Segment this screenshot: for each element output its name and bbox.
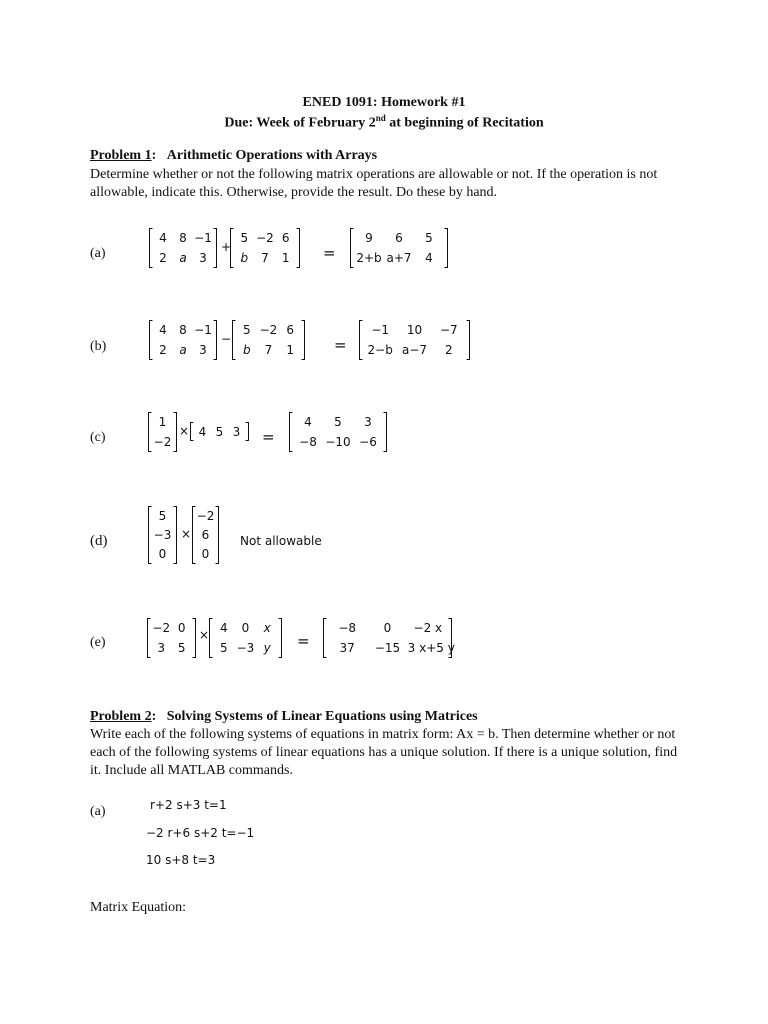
problem-2-part-a-label: (a) — [90, 804, 106, 819]
part-b-matrix-left-cell: −1 — [194, 323, 212, 337]
part-d-times-operator: × — [181, 527, 192, 541]
problem-1-instructions: Determine whether or not the following matrix operations are allowable or not. If the operation is not allowable, indicate this. Otherwise, provide the result. Do these by hand. — [90, 167, 658, 200]
part-c-row-vector-cell: 3 — [232, 424, 241, 439]
part-e-matrix-left-cell: −2 — [152, 621, 171, 635]
part-d-column-vector-left — [147, 506, 178, 564]
problem-2-colon: : — [151, 709, 157, 724]
equation-3-text: 10 s+8 t=3 — [146, 853, 216, 867]
part-a-matrix-right-cell: 7 — [261, 251, 269, 265]
part-b-matrix-left-cell: 4 — [159, 323, 167, 337]
matrix-equation-label: Matrix Equation: — [90, 900, 187, 915]
part-a-result-matrix-cell: 5 — [425, 231, 433, 245]
part-c-row-vector-cell: 5 — [215, 424, 224, 439]
part-a-matrix-left-cell: a — [179, 251, 187, 265]
part-e-matrix-right-cell: 5 — [220, 641, 228, 655]
problem-2-label: Problem 2 — [90, 709, 152, 724]
part-a-result-matrix-right-bracket — [445, 229, 448, 268]
part-a-matrix-right-cell: 6 — [281, 231, 290, 245]
part-a-matrix-right-cell: −2 — [256, 231, 274, 245]
part-e-label: (e) — [90, 635, 106, 650]
part-e-result-matrix-cell: 3 x+5 y — [407, 641, 455, 655]
part-a-result-matrix-cell: 2+b — [356, 251, 382, 265]
part-d-column-vector-left-cell: 5 — [158, 508, 167, 523]
part-b-matrix-left-cell: 2 — [159, 343, 167, 357]
problem-2-title: Solving Systems of Linear Equations using Matrices — [166, 709, 478, 724]
equation-1 — [150, 798, 227, 812]
part-e-matrix-left-cell: 5 — [177, 641, 186, 655]
part-b-matrix-left-cell: 8 — [179, 323, 187, 337]
part-b-result-matrix-right-bracket — [467, 321, 470, 360]
part-a-matrix-left-cell: 2 — [159, 251, 167, 265]
part-b-result-matrix-cell: 10 — [406, 323, 423, 337]
part-e-result-matrix-cell: 37 — [339, 641, 355, 655]
part-c-row-vector-right-bracket — [246, 423, 249, 441]
problem-1-label: Problem 1 — [90, 148, 152, 163]
problem-1-colon: : — [151, 148, 157, 163]
part-c-result-matrix-cell: −6 — [359, 435, 377, 449]
part-c-result-matrix-cell: 3 — [364, 415, 372, 429]
part-d-label: (d) — [90, 533, 108, 549]
part-c-column-vector-cell: 1 — [158, 415, 167, 429]
part-d-column-vector-right-cell: 6 — [201, 528, 210, 542]
part-b-matrix-left-right-bracket — [214, 321, 217, 360]
part-a-matrix-right-cell: 5 — [240, 231, 249, 245]
due-date-ordinal: nd — [375, 113, 386, 123]
part-c-equals: = — [262, 428, 275, 446]
part-b-matrix-left-cell: 3 — [199, 343, 207, 357]
part-e-result-matrix-cell: −8 — [338, 621, 357, 635]
part-e-matrix-right — [208, 618, 283, 658]
part-e-result-matrix-cell: 0 — [383, 621, 392, 635]
part-c-result-matrix-cell: 5 — [334, 415, 342, 429]
problem-2-heading — [90, 709, 478, 725]
part-b-equals: = — [334, 336, 347, 354]
part-d-column-vector-left-cell: 0 — [158, 547, 167, 562]
part-e-matrix-right-cell: −3 — [236, 641, 255, 655]
part-a-matrix-left-cell: 8 — [179, 231, 187, 245]
part-a-matrix-left-cell: 3 — [199, 251, 207, 265]
part-c-label: (c) — [90, 430, 106, 445]
due-date-text: Due: Week of February 2 — [224, 115, 376, 131]
part-b-result-matrix-cell: 2−b — [367, 343, 393, 357]
problem-1-heading — [90, 148, 377, 164]
part-c-column-vector — [147, 412, 178, 452]
part-a-matrix-left — [148, 228, 218, 268]
part-e-times-operator: × — [199, 628, 210, 642]
problem-2-instructions: Write each of the following systems of equations in matrix form: Ax = b. Then determine whether or not each of the following systems of linear equations has a unique solution. If there is a unique solution, find it. Include all MATLAB commands. — [90, 727, 678, 778]
part-e-result-matrix — [322, 618, 453, 658]
part-c-row-vector-cell: 4 — [198, 424, 207, 439]
part-d-column-vector-right-right-bracket — [216, 507, 219, 564]
part-b-matrix-left — [148, 320, 218, 360]
part-e-equals: = — [297, 632, 310, 650]
problem-1-title: Arithmetic Operations with Arrays — [166, 148, 378, 163]
part-a-matrix-left-cell: −1 — [194, 231, 212, 245]
part-d-column-vector-left-right-bracket — [174, 507, 177, 564]
part-b-matrix-right-cell: 6 — [286, 323, 294, 337]
part-e-result-matrix-cell: −15 — [374, 641, 401, 655]
part-b-matrix-right-cell: b — [243, 343, 251, 357]
part-b-matrix-right-cell: 7 — [264, 343, 273, 357]
part-c-result-matrix-cell: 4 — [304, 415, 312, 429]
due-date-line — [0, 113, 768, 132]
part-b-matrix-right-cell: 1 — [286, 343, 294, 357]
part-b-label: (b) — [90, 339, 107, 354]
part-a-matrix-right-right-bracket — [297, 229, 300, 268]
part-e-result-matrix-cell: −2 x — [413, 621, 443, 635]
equation-2 — [146, 826, 254, 840]
part-d-column-vector-left-cell: −3 — [153, 528, 172, 542]
part-b-matrix-right — [231, 320, 306, 360]
part-e-matrix-right-cell: 0 — [241, 621, 250, 635]
part-b-matrix-right-right-bracket — [302, 321, 305, 360]
part-b-result-matrix-cell: −7 — [439, 323, 458, 337]
part-c-column-vector-cell: −2 — [153, 435, 172, 449]
part-e-matrix-left-right-bracket — [193, 619, 196, 658]
due-date-suffix: at beginning of Recitation — [385, 115, 544, 131]
part-a-matrix-left-right-bracket — [214, 229, 217, 268]
part-e-matrix-right-cell: 4 — [220, 621, 228, 635]
part-b-minus-operator: − — [221, 332, 232, 346]
part-d-not-allowable: Not allowable — [240, 534, 322, 548]
part-e-matrix-left-cell: 3 — [157, 641, 166, 655]
part-d-column-vector-right-cell: −2 — [196, 508, 215, 523]
part-e-matrix-left — [146, 618, 197, 658]
part-b-result-matrix — [358, 320, 471, 360]
part-b-matrix-left-cell: a — [179, 343, 187, 357]
part-c-result-matrix-cell: −10 — [325, 435, 351, 449]
part-e-matrix-right-right-bracket — [279, 619, 282, 658]
part-c-times-operator: × — [179, 424, 190, 438]
part-a-result-matrix-cell: 9 — [365, 231, 373, 245]
part-c-result-matrix-cell: −8 — [299, 435, 317, 449]
part-e-matrix-right-cell: x — [263, 621, 271, 635]
part-e-matrix-left-cell: 0 — [177, 621, 186, 635]
part-b-result-matrix-cell: a−7 — [401, 343, 428, 357]
equation-3 — [146, 853, 215, 867]
part-b-result-matrix-cell: 2 — [445, 343, 453, 357]
part-a-equals: = — [323, 244, 336, 262]
part-a-result-matrix-cell: 6 — [395, 231, 403, 245]
part-e-matrix-right-cell: y — [263, 641, 271, 655]
equation-2-text: −2 r+6 s+2 t=−1 — [146, 826, 255, 840]
part-a-matrix-left-cell: 4 — [159, 231, 167, 245]
part-c-result-matrix-right-bracket — [384, 413, 387, 452]
part-c-result-matrix — [288, 412, 388, 452]
part-a-result-matrix — [349, 228, 449, 268]
part-a-plus-operator: + — [221, 240, 232, 254]
part-c-row-vector — [189, 422, 250, 441]
part-a-matrix-right-cell: 1 — [281, 251, 290, 265]
part-d-column-vector-right — [191, 506, 220, 564]
part-b-result-matrix-cell: −1 — [371, 323, 390, 337]
part-a-matrix-right — [229, 228, 301, 268]
part-a-label: (a) — [90, 246, 106, 261]
part-b-matrix-right-cell: 5 — [243, 323, 251, 337]
equation-1-text: r+2 s+3 t=1 — [150, 798, 227, 812]
part-c-column-vector-right-bracket — [174, 413, 177, 452]
part-a-result-matrix-cell: 4 — [425, 251, 433, 265]
part-b-matrix-right-cell: −2 — [259, 323, 278, 337]
part-d-column-vector-right-cell: 0 — [201, 547, 210, 562]
part-a-matrix-right-cell: b — [240, 251, 249, 265]
part-a-result-matrix-cell: a+7 — [386, 251, 412, 265]
homework-title: ENED 1091: Homework #1 — [302, 95, 466, 110]
